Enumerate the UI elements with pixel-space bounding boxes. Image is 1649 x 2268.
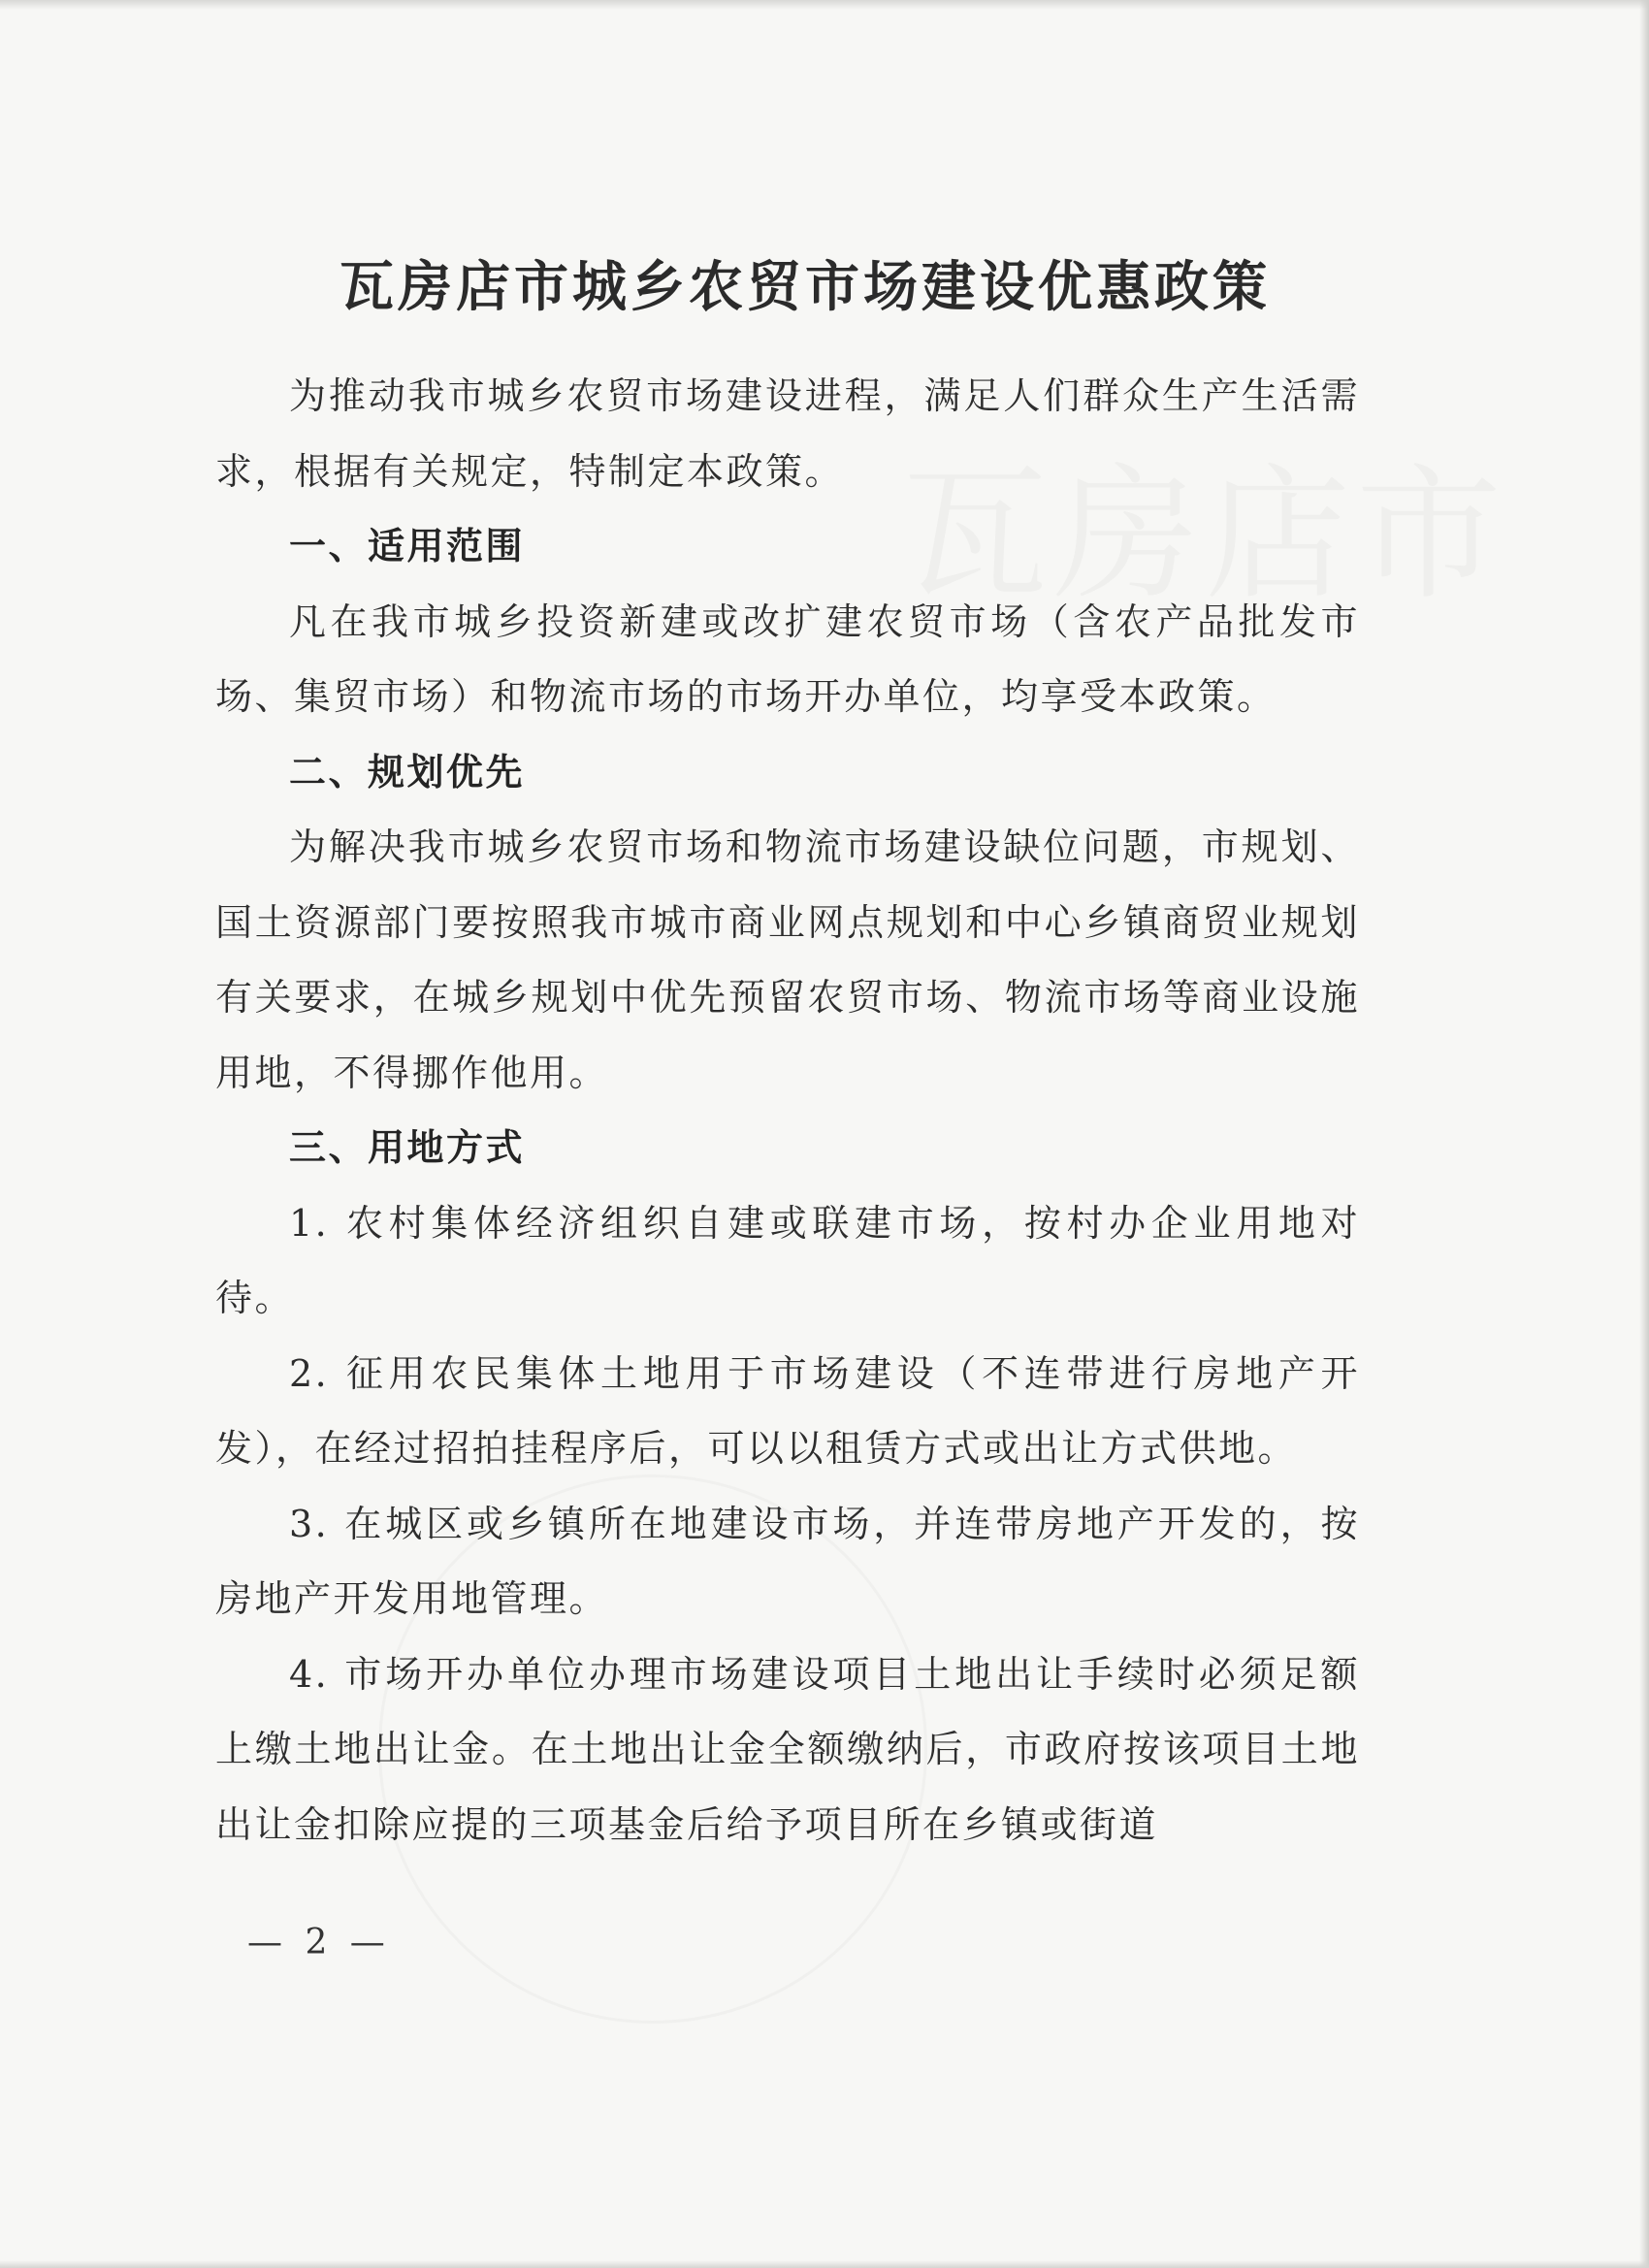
- land-use-item-3: 3. 在城区或乡镇所在地建设市场，并连带房地产开发的，按房地产开发用地管理。: [215, 1502, 1360, 1620]
- page-number: — 2 —: [247, 1923, 391, 1962]
- land-use-item-2: 2. 征用农民集体土地用于市场建设（不连带进行房地产开发），在经过招拍挂程序后，可以以租赁方式或出让方式供地。: [215, 1351, 1360, 1470]
- section-heading-planning: 二、规划优先: [289, 750, 526, 794]
- document-body: [215, 359, 1360, 1863]
- scan-edge-top: [0, 0, 1649, 10]
- section-heading-scope: 一、适用范围: [289, 525, 526, 567]
- scan-edge-bottom: [0, 2260, 1649, 2268]
- scan-edge-right: [1639, 0, 1649, 2268]
- bleed-through-text: 瓦房店市: [902, 451, 1508, 620]
- land-use-item-4: 4. 市场开办单位办理市场建设项目土地出让手续时必须足额上缴土地出让金。在土地出让金全额缴纳后，市政府按该项目土地出让金扣除应提的三项基金后给予项目所在乡镇或街道: [215, 1652, 1360, 1846]
- document-title: 瓦房店市城乡农贸市场建设优惠政策: [340, 254, 1271, 319]
- planning-paragraph: 为解决我市城乡农贸市场和物流市场建设缺位问题，市规划、国土资源部门要按照我市城市商业网点规划和中心乡镇商贸业规划有关要求，在城乡规划中优先预留农贸市场、物流市场等商业设施用地，不得挪作他用。: [215, 826, 1360, 1094]
- scope-paragraph: 凡在我市城乡投资新建或改扩建农贸市场（含农产品批发市场、集贸市场）和物流市场的市场开办单位，均享受本政策。: [215, 599, 1360, 718]
- intro-paragraph: 为推动我市城乡农贸市场建设进程，满足人们群众生产生活需求，根据有关规定，特制定本政策。: [215, 374, 1360, 493]
- land-use-item-1: 1. 农村集体经济组织自建或联建市场，按村办企业用地对待。: [215, 1201, 1360, 1319]
- section-heading-land-use: 三、用地方式: [289, 1126, 526, 1169]
